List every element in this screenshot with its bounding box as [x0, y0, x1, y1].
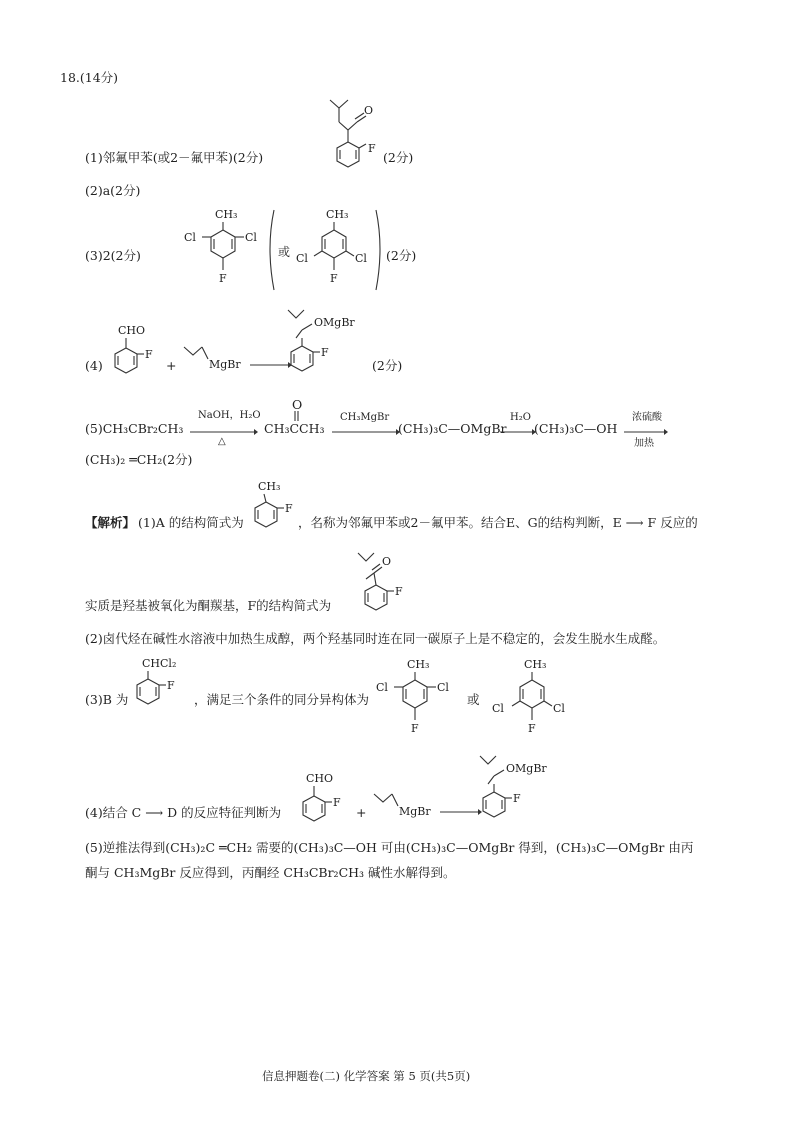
isomer-structure-1: [180, 208, 270, 290]
cho-label: CHO: [118, 324, 146, 337]
answer-2-text: (2)a(2分): [85, 183, 141, 198]
analysis-1c: 实质是羟基被氧化为酮羰基，F的结构简式为: [85, 598, 332, 613]
plus-sign: +: [166, 358, 177, 373]
answer-5-final: (CH₃)₂ ═CH₂(2分): [85, 452, 193, 467]
omgbr-label: OMgBr: [314, 316, 355, 329]
analysis-1a: (1)A 的结构简式为: [138, 515, 244, 530]
analysis-2: (2)卤代烃在碱性水溶液中加热生成醇，两个羟基同时连在同一碳原子上是不稳定的，会发生脱水生成醛。: [85, 631, 666, 646]
ch3-label: CH₃: [258, 480, 281, 493]
benzaldehyde-structure: [104, 320, 164, 385]
f-label: F: [145, 348, 153, 361]
carbonyl-o: O: [292, 397, 303, 412]
cho-label: CHO: [306, 772, 334, 785]
grignard-reagent-b: [372, 782, 432, 822]
condition-h2so4: 浓硫酸: [632, 412, 662, 423]
or-text: 或: [467, 692, 480, 707]
answer-4-prefix: (4): [85, 358, 103, 373]
cl-label: Cl: [437, 681, 449, 694]
answer-3-prefix: (3)2(2分): [85, 248, 141, 263]
f-label: F: [528, 722, 536, 735]
condition-heat: △: [218, 436, 226, 447]
analysis-1b: ，名称为邻氟甲苯或2－氟甲苯。结合E、G的结构判断，E ⟶ F 反应的: [298, 515, 698, 530]
analysis-5a: (5)逆推法得到(CH₃)₂C ═CH₂ 需要的(CH₃)₃C—OH 可由(CH₃)₃C—OMgBr 得到，(CH₃)₃C—OMgBr 由丙: [85, 840, 694, 855]
alkoxide-product: [280, 302, 380, 387]
cl-label: Cl: [296, 252, 308, 265]
o-label: O: [382, 555, 392, 568]
cl-label: Cl: [245, 231, 257, 244]
cl-label: Cl: [492, 702, 504, 715]
benzaldehyde-structure-b: [292, 768, 352, 833]
mgbr-label: MgBr: [399, 805, 431, 818]
answer-5-start: (5)CH₃CBr₂CH₃: [85, 421, 184, 436]
cl-label: Cl: [184, 231, 196, 244]
isomer-structure-1b: [372, 658, 462, 740]
f-label: F: [513, 792, 521, 805]
f-label: F: [395, 585, 403, 598]
f-label: F: [333, 796, 341, 809]
omgbr-label: OMgBr: [506, 762, 547, 775]
f-label: F: [285, 502, 293, 515]
ch3-label: CH₃: [215, 208, 238, 221]
f-label: F: [321, 346, 329, 359]
cl-label: Cl: [553, 702, 565, 715]
isomer-structure-2b: [476, 658, 586, 740]
oxygen-label: O: [364, 104, 374, 117]
acetone: CH₃CCH₃: [264, 421, 325, 436]
f-label: F: [411, 722, 419, 735]
condition-heating: 加热: [634, 438, 654, 449]
question-header: 18.(14分): [60, 70, 119, 85]
fluorine-label: F: [368, 142, 376, 155]
or-label: 或: [278, 245, 291, 259]
reaction-arrow: [500, 427, 536, 437]
f-label: F: [219, 272, 227, 285]
structure-b: [128, 655, 190, 720]
structure-a: [244, 478, 304, 538]
alkoxide-product-b: [472, 748, 572, 833]
answer-1-text: (1)邻氟甲苯(或2－氟甲苯)(2分): [85, 150, 264, 165]
analysis-4: (4)结合 C ⟶ D 的反应特征判断为: [85, 805, 282, 820]
answer-4-score: (2分): [372, 358, 403, 373]
mgbr-label: MgBr: [209, 358, 241, 371]
analysis-label: 【解析】: [85, 515, 136, 530]
ch3-label: CH₃: [326, 208, 349, 221]
condition-water: H₂O: [510, 412, 531, 423]
reaction-arrow: [332, 427, 400, 437]
f-label: F: [330, 272, 338, 285]
condition-ch3mgbr: CH₃MgBr: [340, 412, 390, 423]
plus-sign: +: [356, 805, 367, 820]
f-label: F: [167, 679, 175, 692]
answer-3-score: (2分): [386, 248, 417, 263]
isomer-structure-2: [264, 208, 394, 296]
analysis-5b: 酮与 CH₃MgBr 反应得到，丙酮经 CH₃CBr₂CH₃ 碱性水解得到。: [85, 865, 456, 880]
grignard-reagent: [182, 335, 242, 375]
ch3-label: CH₃: [524, 658, 547, 671]
analysis-3a: (3)B 为: [85, 692, 129, 707]
structure-f: [354, 545, 414, 615]
chcl2-label: CHCl₂: [142, 657, 177, 670]
cl-label: Cl: [376, 681, 388, 694]
cl-label: Cl: [355, 252, 367, 265]
page-footer: 信息押题卷(二) 化学答案 第 5 页(共5页): [262, 1069, 471, 1083]
answer-1-score: (2分): [383, 150, 414, 165]
tert-butanol: (CH₃)₃C—OH: [534, 421, 618, 436]
ch3-label: CH₃: [407, 658, 430, 671]
analysis-3b: ，满足三个条件的同分异构体为: [194, 692, 370, 707]
alkoxide: (CH₃)₃C—OMgBr: [398, 421, 507, 436]
condition-naoh: NaOH，H₂O: [198, 410, 261, 421]
